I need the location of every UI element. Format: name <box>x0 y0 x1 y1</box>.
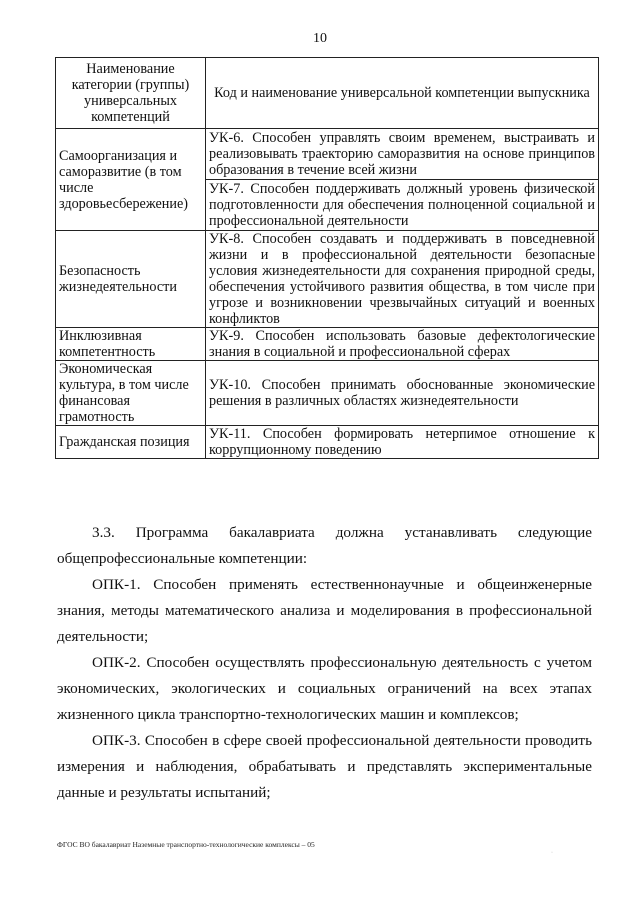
competency-uk11: УК-11. Способен формировать нетерпимое отношение к коррупционному поведению <box>209 426 595 458</box>
competency-uk9: УК-9. Способен использовать базовые дефектологические знания в социальной и профессиональной сферах <box>209 328 595 360</box>
category-cell: Безопасность жизнедеятельности <box>56 231 206 328</box>
competency-cell <box>206 328 599 361</box>
competency-uk8: УК-8. Способен создавать и поддерживать в повседневной жизни и в профессиональной деятельности безопасные условия жизнедеятельности для сохранения природной среды, обеспечения устойчивого развития общества, в том числе при угрозе и возникновении чрезвычайных ситуаций и военных конфликтов <box>209 231 595 327</box>
table-row <box>56 361 599 426</box>
opk1-paragraph: ОПК-1. Способен применять естественнонаучные и общеинженерные знания, методы математического анализа и моделирования в профессиональной деятельности; <box>57 576 592 645</box>
competency-uk7: УК-7. Способен поддерживать должный уровень физической подготовленности для обеспечения полноценной социальной и профессиональной деятельности <box>206 179 598 230</box>
page-footer: ФГОС ВО бакалавриат Наземные транспортно-технологические комплексы – 05 <box>57 840 315 849</box>
competency-uk6: УК-6. Способен управлять своим временем, выстраивать и реализовывать траекторию саморазвития на основе принципов образования в течение всей жизни <box>209 130 595 178</box>
section-3-3-paragraph: 3.3. Программа бакалавриата должна устанавливать следующие общепрофессиональные компетенции: <box>57 524 592 567</box>
table-header-row <box>56 58 599 129</box>
header-category: Наименование категории (группы) универсальных компетенций <box>56 58 206 129</box>
competency-cell <box>206 426 599 459</box>
competency-cell <box>206 231 599 328</box>
header-competency: Код и наименование универсальной компетенции выпускника <box>206 58 599 129</box>
competency-cell <box>206 129 599 231</box>
category-cell: Инклюзивная компетентность <box>56 328 206 361</box>
competency-uk10: УК-10. Способен принимать обоснованные экономические решения в различных областях жизнедеятельности <box>209 377 595 409</box>
scan-speck: · <box>551 850 553 856</box>
category-cell: Экономическая культура, в том числе финансовая грамотность <box>56 361 206 426</box>
table-row <box>56 426 599 459</box>
category-cell: Гражданская позиция <box>56 426 206 459</box>
table-row <box>56 231 599 328</box>
opk3-paragraph: ОПК-3. Способен в сфере своей профессиональной деятельности проводить измерения и наблюдения, обрабатывать и представлять экспериментальные данные и результаты испытаний; <box>57 732 592 801</box>
table-row <box>56 328 599 361</box>
competency-table <box>55 57 599 459</box>
opk2-paragraph: ОПК-2. Способен осуществлять профессиональную деятельность с учетом экономических, экологических и социальных ограничений на всех этапах жизненного цикла транспортно-технологических машин и комплексов; <box>57 654 592 723</box>
table-row <box>56 129 599 231</box>
competency-cell <box>206 361 599 426</box>
page-number: 10 <box>313 31 327 46</box>
category-cell: Самоорганизация и саморазвитие (в том числе здоровьесбережение) <box>56 129 206 231</box>
